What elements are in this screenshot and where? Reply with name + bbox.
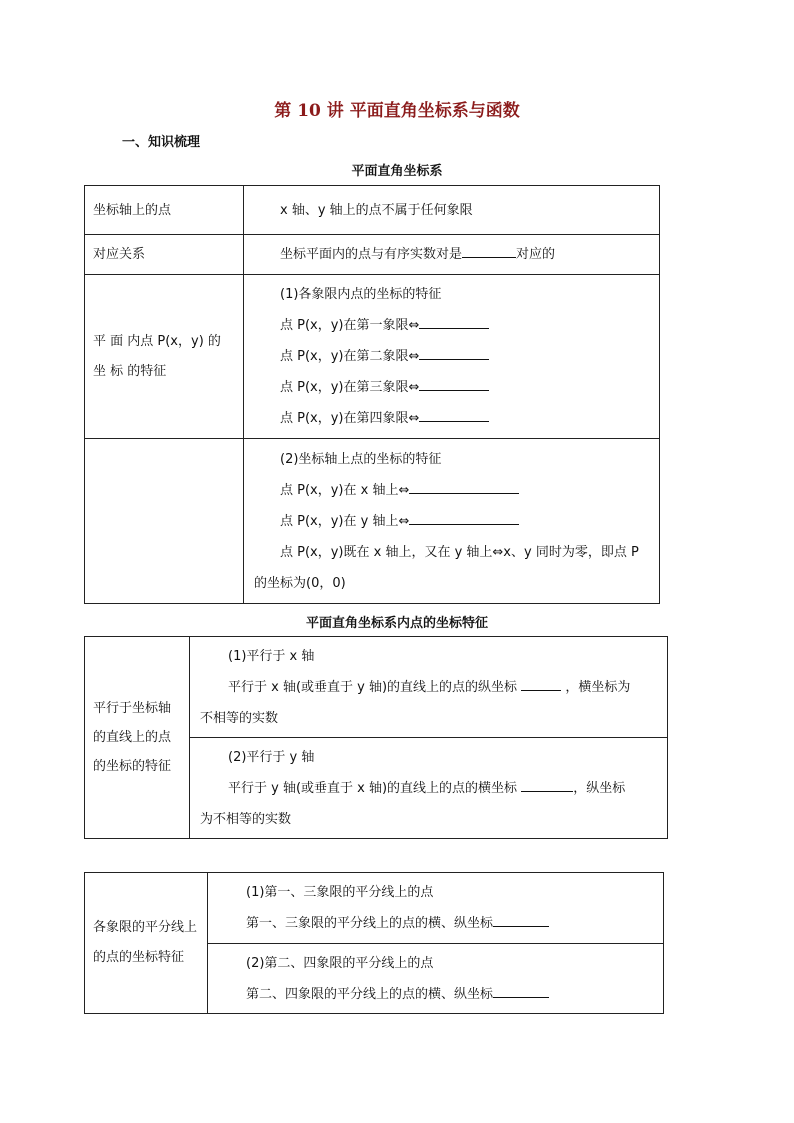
- row-subheading: (1)平行于 x 轴: [228, 648, 315, 664]
- quadrant-line: 点 P(x，y)在第三象限⇔: [280, 380, 420, 395]
- row-content: 为不相等的实数: [200, 811, 292, 827]
- row-content: ，横坐标为: [565, 679, 631, 695]
- axis-line: 点 P(x，y)在 y 轴上⇔: [280, 513, 410, 529]
- table-row: [85, 235, 660, 275]
- table1-caption: 平面直角坐标系: [351, 164, 443, 179]
- row-label: 对应关系: [85, 235, 244, 275]
- page-title: 第 10 讲 平面直角坐标系与函数: [274, 101, 520, 121]
- row-content: 不相等的实数: [200, 710, 279, 726]
- row-content: 平行于 x 轴(或垂直于 y 轴)的直线上的点的纵坐标: [228, 679, 518, 695]
- table-row: [85, 873, 664, 944]
- row-content: 第一、三象限的平分线上的点的横、纵坐标: [246, 916, 494, 931]
- row-subheading: (2)坐标轴上点的坐标的特征: [280, 451, 442, 467]
- parallel-axis-table: [84, 636, 668, 839]
- row-content: 第二、四象限的平分线上的点的横、纵坐标: [246, 986, 494, 1002]
- table-row: [85, 186, 660, 235]
- answer-blank: [462, 245, 516, 258]
- row-content: x 轴、y 轴上的点不属于任何象限: [280, 202, 473, 218]
- bisector-table: [84, 872, 664, 1014]
- table-row: [85, 439, 660, 604]
- row-subheading: (2)平行于 y 轴: [228, 749, 315, 765]
- quadrant-line: 点 P(x，y)在第二象限⇔: [280, 349, 420, 364]
- answer-blank: [493, 914, 549, 927]
- table2-caption: 平面直角坐标系内点的坐标特征: [305, 616, 488, 631]
- section-heading: 一、知识梳理: [122, 135, 201, 150]
- answer-blank: [419, 378, 489, 391]
- row-label: 平行于坐标轴的直线上的点的坐标的特征: [85, 637, 190, 839]
- answer-blank: [419, 347, 489, 360]
- row-content: 坐标平面内的点与有序实数对是: [280, 247, 463, 262]
- row-subheading: (2)第二、四象限的平分线上的点: [246, 955, 434, 971]
- answer-blank: [521, 779, 573, 792]
- quadrant-line: 点 P(x，y)在第四象限⇔: [280, 411, 420, 426]
- answer-blank: [419, 409, 489, 422]
- axis-line: 的坐标为(0，0): [254, 575, 346, 591]
- axis-line: 点 P(x，y)既在 x 轴上，又在 y 轴上⇔x、y 同时为零，即点 P: [280, 544, 639, 560]
- table-row: [85, 275, 660, 439]
- row-label: 平 面 内点 P(x，y) 的 坐 标 的特征: [85, 275, 244, 439]
- answer-blank: [409, 512, 519, 525]
- row-content: ，纵坐标: [573, 780, 626, 796]
- row-subheading: (1)第一、三象限的平分线上的点: [246, 885, 434, 900]
- coordinate-system-table: [84, 185, 660, 604]
- answer-blank: [521, 678, 561, 691]
- row-content: 对应的: [516, 247, 556, 262]
- row-subheading: (1)各象限内点的坐标的特征: [280, 287, 442, 302]
- table-row: [85, 637, 668, 738]
- answer-blank: [493, 985, 549, 998]
- answer-blank: [409, 481, 519, 494]
- answer-blank: [419, 316, 489, 329]
- axis-line: 点 P(x，y)在 x 轴上⇔: [280, 482, 410, 498]
- row-label: 各象限的平分线上的点的坐标特征: [85, 873, 208, 1014]
- row-content: 平行于 y 轴(或垂直于 x 轴)的直线上的点的横坐标: [228, 780, 518, 796]
- quadrant-line: 点 P(x，y)在第一象限⇔: [280, 318, 420, 333]
- row-label: 坐标轴上的点: [85, 186, 244, 235]
